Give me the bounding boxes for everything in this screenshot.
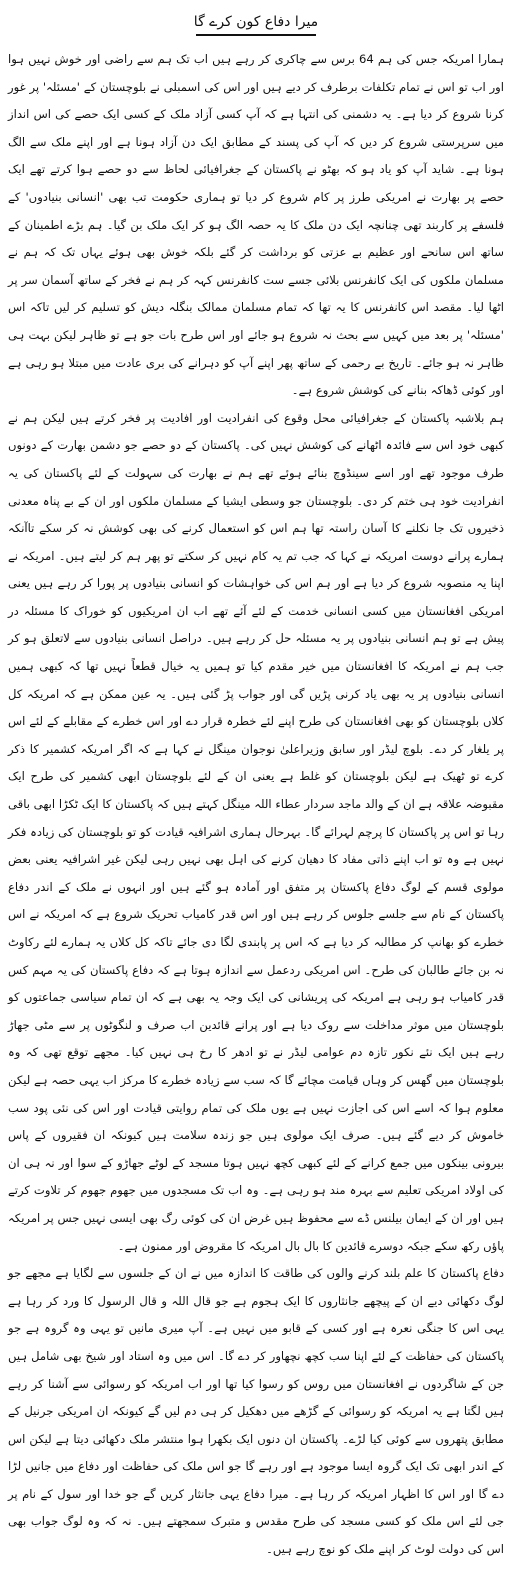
- title-underline: [196, 34, 316, 36]
- article-body: [8, 46, 504, 1564]
- article-title: میرا دفاع کون کرے گا: [193, 14, 319, 30]
- article-paragraph: ہم بلاشبہ پاکستان کے جغرافیائی محل وقوع کی انفرادیت اور افادیت پر فخر کرتے ہیں لیکن ہم نے کبھی خود اس سے فائدہ اٹھانے کی کوشش نہیں کی۔ پاکستان کے دو حصے جو دشمن بھارت کے دونوں طرف موجود تھے اور اسے سینڈوچ بنائے ہوئے تھے ہم نے بھارت کی سہولت کے لئے پاکستان کی یہ انفرادیت خود ہی ختم کر دی۔ بلوچستان جو وسطی ایشیا کے مسلمان ملکوں اور ان کے بے پناہ معدنی ذخیروں تک جا نکلنے کا آسان راستہ تھا ہم اس کو استعمال کرنے کی بھی کوشش نہ کر سکے تاآنکہ ہمارے پرانے دوست امریکہ نے کہا کہ جب تم یہ کام نہیں کر سکتے تو پھر ہم کر لیتے ہیں۔ امریکہ نے اپنا یہ منصوبہ شروع کر دیا ہے اور ہم اس کی خواہشات کو انسانی بنیادوں پر پورا کر رہے ہیں یعنی امریکی افغانستان میں کسی انسانی خدمت کے لئے آئے تھے اب ان امریکیوں کو خوراک کا مسئلہ در پیش ہے تو ہم انسانی بنیادوں پر یہ مسئلہ حل کر رہے ہیں۔ دراصل انسانی بنیادوں سے لاتعلق ہو کر جب ہم نے امریکہ کا افغانستان میں خیر مقدم کیا تو ہمیں یہ خیال قطعاً نہیں تھا کہ کبھی ہمیں انسانی بنیادوں پر یہ بھی یاد کرنی پڑیں گی اور جواب پڑ گئی ہیں۔ یہ عین ممکن ہے کہ امریکہ کل کلاں بلوچستان کو بھی افغانستان کی طرح اپنے لئے خطرہ قرار دے اور اس خطرے کے مقابلے کے لئے اس پر یلغار کر دے۔ بلوچ لیڈر اور سابق وزیراعلیٰ نوجوان مینگل نے کہا ہے کہ اگر امریکہ کشمیر کا ذکر کرے تو ٹھیک ہے لیکن بلوچستان کو غلط ہے یعنی ان کے لئے بلوچستان ابھی کشمیر کی طرح ایک مقبوضہ علاقہ ہے ان کے والد ماجد سردار عطاء اللہ مینگل کہتے ہیں کہ پاکستان کا ایک ٹکڑا ابھی باقی رہا تو اس پر پاکستان کا پرچم لہرائے گا۔ بہرحال ہماری اشرافیہ قیادت کو تو بلوچستان کی زیادہ فکر نہیں ہے وہ تو اب اپنے ذاتی مفاد کا دھیان کرنے کی اہل بھی نہیں رہی لیکن غیر اشرافیہ یعنی بعض مولوی قسم کے لوگ دفاع پاکستان پر متفق اور آمادہ ہو گئے ہیں اور انہوں نے ملک کے اندر دفاع پاکستان کے نام سے جلسے جلوس کر رہے ہیں اور اس قدر کامیاب تحریک شروع ہے کہ امریکہ نے اس خطرے کو بھانپ کر مطالبہ کر دیا ہے کہ اس پر پابندی لگا دی جائے تاکہ کل کلاں یہ ہمارے لئے رکاوٹ نہ بن جائے طالبان کی طرح۔ اس امریکی ردعمل سے اندازہ ہوتا ہے کہ دفاع پاکستان کی یہ مہم کس قدر کامیاب ہو رہی ہے امریکہ کی پریشانی کی ایک وجہ یہ بھی ہے کہ ان تمام سیاسی جماعتوں کو بلوچستان میں موثر مداخلت سے روک دیا ہے اور پرانے قائدین اب صرف و لنگوٹوں پر سے مٹی جھاڑ رہے ہیں ایک نئے نکور تازہ دم عوامی لیڈر نے تو ادھر کا رخ ہی نہیں کیا۔ مجھے توقع تھی کہ وہ بلوچستان میں گھس کر وہاں قیامت مچائے گا کہ سب سے زیادہ خطرے کا مرکز اب یہی حصہ ہے لیکن معلوم ہوا کہ اسے اس کی اجازت نہیں ہے یوں ملک کی تمام روایتی قیادت اور اس کی نئی پود سب خاموش کر دیے گئے ہیں۔ صرف ایک مولوی ہیں جو زندہ سلامت ہیں کیونکہ ان فقیروں کے پاس بیرونی بینکوں میں جمع کرانے کے لئے کبھی کچھ نہیں ہوتا مسجد کے لوٹے جھاڑو کے سوا اور نہ ہی ان کی اولاد امریکی تعلیم سے بہرہ مند ہو رہی ہے۔ وہ اب تک مسجدوں میں جھوم جھوم کر تلاوت کرتے ہیں اور ان کے ایمان بیلنس ڈے سے محفوظ ہیں غرض ان کی کوئی رگ بھی ایسی نہیں جس پر امریکہ پاؤں رکھ سکے جبکہ دوسرے قائدین کا بال بال امریکہ کا مقروض اور ممنون ہے۔: [8, 410, 504, 1253]
- article-paragraph: ہمارا امریکہ جس کی ہم 64 برس سے چاکری کر رہے ہیں اب تک ہم سے راضی اور خوش نہیں ہوا اور اب تو اس نے تمام تکلفات برطرف کر دیے ہیں اور اس کی اسمبلی نے بلوچستان کے 'مسئلہ' پر غور کرنا شروع کر دیا ہے۔ یہ دشمنی کی انتہا ہے کہ آپ کسی آزاد ملک کے کسی ایک حصے کی اس انداز میں سرپرستی شروع کر دیں کہ آپ کی پسند کے مطابق ایک دن آزاد ہونا ہے اور اپنے ملک سے الگ ہونا ہے۔ شاید آپ کو یاد ہو کہ بھٹو نے پاکستان کے جغرافیائی لحاظ سے دو حصے ہوا کرتے تھے ایک حصے پر بھارت نے امریکی طرز پر کام شروع کر دیا تو ہماری حکومت تب بھی 'انسانی بنیادوں' کے فلسفے پر کاربند تھی چنانچہ ایک دن ملک کا یہ حصہ الگ ہو کر ایک ملک بن گیا۔ ہم بڑے اطمینان کے ساتھ اس سانحے اور عظیم بے عزتی کو برداشت کر گئے بلکہ خوش بھی ہوئے یہاں تک کہ ہم نے مسلمان ملکوں کی ایک کانفرنس بلائی جسے ست کانفرنس کہہ کر ہم نے فخر کے ساتھ آسمان سر پر اٹھا لیا۔ مقصد اس کانفرنس کا یہ تھا کہ تمام مسلمان ممالک بنگلہ دیش کو تسلیم کر لیں تاکہ اس 'مسئلہ' پر بعد میں کہیں سے بحث نہ شروع ہو جائے اور اس طرح بات جو ہے تو ظاہر لیکن بہت ہی ظاہر نہ ہو جائے۔ تاریخ بے رحمی کے ساتھ پھر اپنے آپ کو دہرانے کی بری عادت میں مبتلا ہو رہی ہے اور کوئی ڈھاکہ بنانے کی کوشش شروع ہے۔: [8, 52, 504, 398]
- article-paragraph: دفاع پاکستان کا علم بلند کرنے والوں کی طاقت کا اندازہ میں نے ان کے جلسوں سے لگایا ہے مجھے جو لوگ دکھائی دیے ان کے پیچھے جانثاروں کا ایک ہجوم ہے جو قال اللہ و قال الرسول کا ورد کر رہا ہے یہی اس کا جنگی نعرہ ہے اور کسی کے قابو میں نہیں ہے۔ آپ میری مانیں تو یہی وہ گروہ ہے جو پاکستان کی حفاظت کے لئے اپنا سب کچھ نچھاور کر دے گا۔ اس میں وہ استاد اور شیخ بھی شامل ہیں جن کے شاگردوں نے افغانستان میں روس کو رسوا کیا تھا اور اب امریکہ کو رسوائی سے آشنا کر رہے ہیں لگتا ہے یہ امریکہ کو رسوائی کے گڑھے میں دھکیل کر ہی دم لیں گے کیونکہ ان امریکی جرنیل کے مطابق پتھروں سے کوئی کیا لڑے۔ پاکستان ان دنوں ایک بکھرا ہوا منتشر ملک دکھائی دیتا ہے لیکن اس کے اندر ابھی تک ایک گروہ ایسا موجود ہے اور رہے گا جو اس ملک کی حفاظت اور دفاع میں جانیں لڑا دے گا اور اس کا اظہار امریکہ کر رہا ہے۔ میرا دفاع یہی جانثار کریں گے جو خدا اور سول کے نام پر جی لئے اس ملک کو کسی مسجد کی طرح مقدس و متبرک سمجھتے ہیں۔ نہ کہ وہ لوگ جواب بھی اس کی دولت لوٹ کر اپنے ملک کو نوچ رہے ہیں۔: [8, 1266, 504, 1557]
